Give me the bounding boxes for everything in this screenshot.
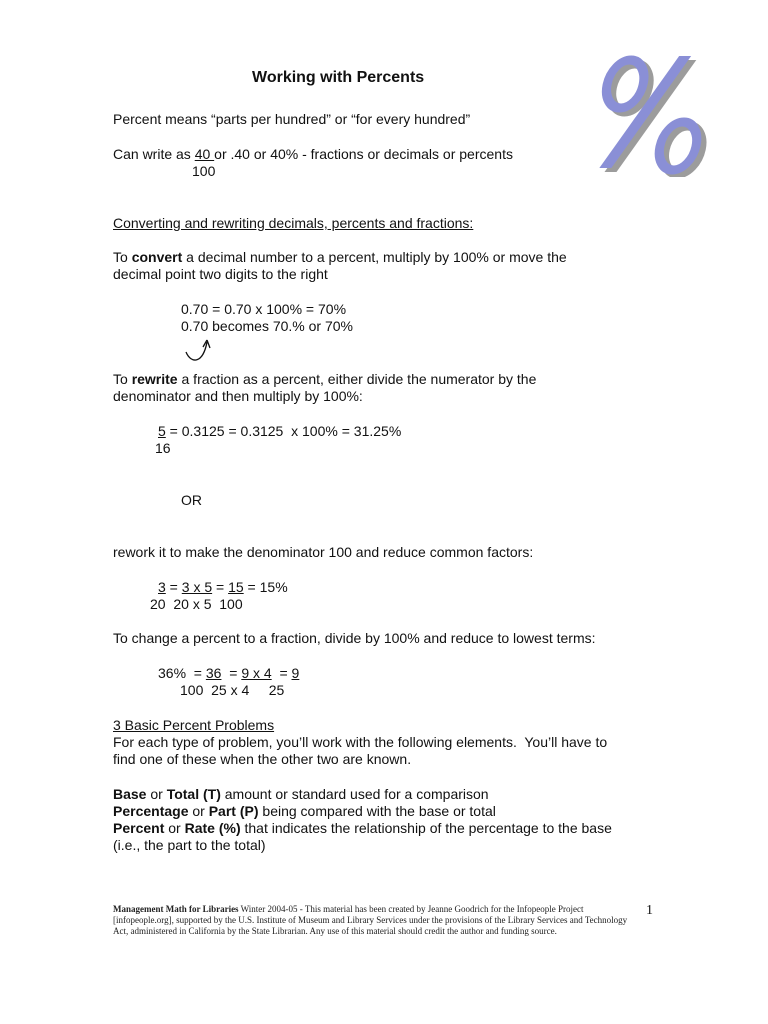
change-line: To change a percent to a fraction, divide by 100% and reduce to lowest terms: [113, 630, 596, 646]
change-denominators: 100 25 x 4 25 [180, 682, 285, 698]
intro-line-2: Can write as 40 or .40 or 40% - fractions or decimals or percents [113, 146, 513, 162]
rewrite-example: 5 = 0.3125 = 0.3125 x 100% = 31.25% [158, 423, 402, 439]
rework-example: 3 = 3 x 5 = 15 = 15% [158, 579, 288, 595]
definition-base: Base or Total (T) amount or standard used for a comparison [113, 786, 489, 802]
definition-rate: Percent or Rate (%) that indicates the relationship of the percentage to the base [113, 820, 612, 836]
rewrite-line-2: denominator and then multiply by 100%: [113, 388, 363, 404]
convert-example-2: 0.70 becomes 70.% or 70% [181, 318, 353, 334]
decimal-shift-arrow-icon [183, 338, 219, 368]
rework-line: rework it to make the denominator 100 and reduce common factors: [113, 544, 534, 560]
basic-line-2: find one of these when the other two are known. [113, 751, 412, 767]
change-example: 36% = 36 = 9 x 4 = 9 [158, 665, 300, 681]
intro-line-1: Percent means “parts per hundred” or “for every hundred” [113, 111, 471, 127]
page-number: 1 [646, 903, 653, 918]
rewrite-line-1: To rewrite a fraction as a percent, either divide the numerator by the [113, 371, 537, 387]
section-heading-converting: Converting and rewriting decimals, percents and fractions: [113, 215, 474, 231]
section-heading-basic-problems: 3 Basic Percent Problems [113, 717, 275, 733]
percent-logo [586, 52, 726, 177]
or-separator: OR [181, 492, 202, 508]
definition-percentage: Percentage or Part (P) being compared with the base or total [113, 803, 496, 819]
rework-denominators: 20 20 x 5 100 [150, 596, 243, 612]
basic-line-1: For each type of problem, you’ll work with the following elements. You’ll have to [113, 734, 608, 750]
definition-rate-line-2: (i.e., the part to the total) [113, 837, 266, 853]
page-footer: Management Math for Libraries Winter 2004-05 - This material has been created by Jeanne Goodrich for the Infopeople Project [infopeople.org], supported by the U.S. Institute of Museum and Library Services under the provisions of the Library Services and Technology Act, administered in California by the State Librarian. Any use of this material should credit the author and funding source. [113, 904, 628, 936]
page-title: Working with Percents [252, 69, 425, 86]
convert-line-1: To convert a decimal number to a percent, multiply by 100% or move the [113, 249, 567, 265]
convert-line-2: decimal point two digits to the right [113, 266, 328, 282]
convert-example-1: 0.70 = 0.70 x 100% = 70% [181, 301, 347, 317]
rewrite-denominator: 16 [155, 440, 171, 456]
intro-denominator: 100 [192, 163, 216, 179]
